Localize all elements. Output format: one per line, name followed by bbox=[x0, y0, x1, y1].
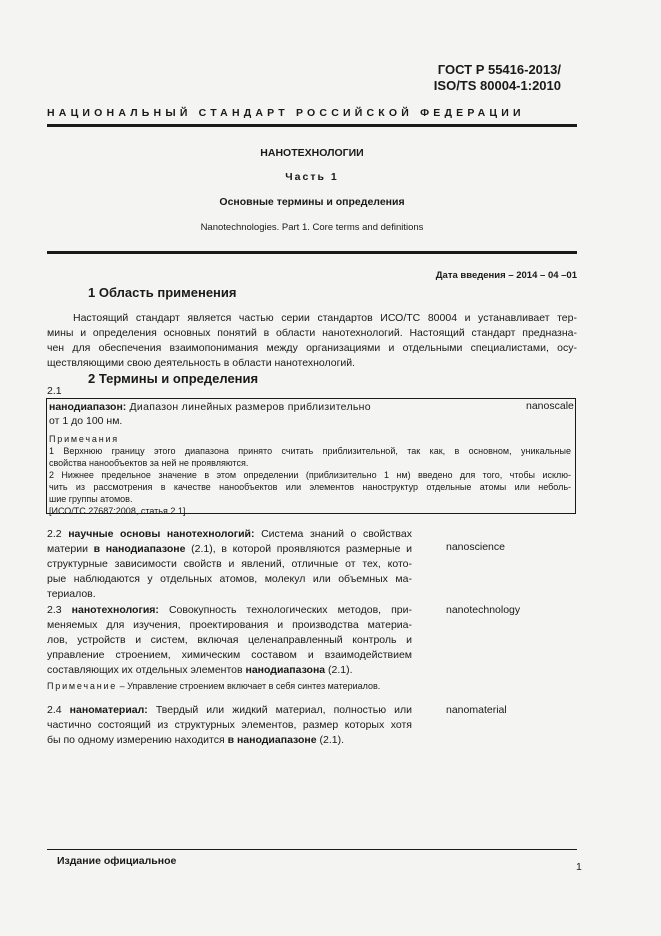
term-2-3 bbox=[47, 603, 412, 678]
term-number: 2.3 bbox=[47, 604, 62, 616]
note-line: свойства нанообъектов за ней не проявляются. bbox=[49, 458, 249, 468]
definition-text: Диапазон линейных размеров приблизительно bbox=[126, 401, 371, 413]
paragraph-line: чен для обеспечения взаимопонимания между организациями и отдельными специалистами, осу- bbox=[47, 342, 577, 354]
term-name: нанотехнология: bbox=[71, 604, 159, 616]
term-notes bbox=[49, 433, 571, 517]
term-box bbox=[46, 398, 576, 514]
term-number: 2.4 bbox=[47, 704, 62, 716]
introduction-date: Дата введения – 2014 – 04 –01 bbox=[435, 270, 577, 281]
term-2-2 bbox=[47, 527, 412, 602]
english-term: nanomaterial bbox=[446, 704, 507, 716]
official-edition: Издание официальное bbox=[57, 855, 177, 867]
section-2-heading: 2 Термины и определения bbox=[88, 371, 259, 386]
definition-text: териалов. bbox=[47, 588, 96, 600]
header-divider bbox=[47, 124, 577, 127]
part-label: Часть 1 bbox=[285, 171, 339, 183]
standard-code: ГОСТ Р 55416-2013/ bbox=[437, 62, 561, 77]
definition-text: материи bbox=[47, 543, 94, 555]
definition-text: (2.1). bbox=[316, 734, 345, 746]
definition-text: управление строением, химическим составом и взаимодействием bbox=[47, 649, 412, 661]
definition-text: Система знаний о свойствах bbox=[254, 528, 412, 540]
definition-text: лов, устройств и систем, включая целенаправленный контроль и bbox=[47, 634, 412, 646]
source-reference: [ИСО/ТС 27687:2008, статья 2.1] bbox=[49, 506, 186, 516]
document-title: НАНОТЕХНОЛОГИИ bbox=[260, 147, 364, 159]
definition-text: бы по одному измерению находится bbox=[47, 734, 228, 746]
term-definition bbox=[49, 400, 399, 428]
section-1-heading: 1 Область применения bbox=[88, 285, 237, 300]
paragraph-line: Настоящий стандарт является частью серии стандартов ИСО/ТС 80004 и устанавливает тер- bbox=[73, 312, 577, 324]
note-line: 2 Нижнее предельное значение в этом определении (приблизительно 1 нм) введено для того, чтобы исклю- bbox=[49, 470, 571, 480]
document-subtitle: Основные термины и определения bbox=[219, 196, 405, 208]
definition-text: структурные зависимости свойств и явлений, отличные от тех, кото- bbox=[47, 558, 412, 570]
footer-divider bbox=[47, 849, 577, 850]
definition-text: рые наблюдаются у отдельных атомов, молекул или объемных ма- bbox=[47, 573, 412, 585]
notes-title: Примечания bbox=[49, 434, 119, 444]
definition-text: (2.1). bbox=[325, 664, 353, 676]
definition-text: от 1 до 100 нм. bbox=[49, 415, 123, 427]
national-standard-banner: НАЦИОНАЛЬНЫЙ СТАНДАРТ РОССИЙСКОЙ ФЕДЕРАЦИИ bbox=[47, 107, 525, 119]
english-term: nanotechnology bbox=[446, 604, 521, 616]
title-divider bbox=[47, 251, 577, 254]
note-line: чить из рассмотрения в качестве нанообъектов или элементов наноструктур отдельные атомы или неболь- bbox=[49, 482, 571, 492]
english-term: nanoscale bbox=[526, 400, 574, 412]
note-line: 1 Верхнюю границу этого диапазона принято считать приблизительной, так как, в основном, уникальные bbox=[49, 446, 571, 456]
term-name: нанодиапазон: bbox=[49, 401, 127, 413]
term-reference: нанодиапазона bbox=[245, 664, 326, 676]
term-2-4 bbox=[47, 703, 412, 748]
english-term: nanoscience bbox=[446, 541, 505, 553]
english-title: Nanotechnologies. Part 1. Core terms and definitions bbox=[200, 222, 424, 233]
iso-code: ISO/TS 80004-1:2010 bbox=[433, 78, 561, 93]
definition-text: меняемых для изучения, проектирования и производства материа- bbox=[47, 619, 412, 631]
definition-text: Совокупность технологических методов, при- bbox=[158, 604, 412, 616]
definition-text: частично состоящий из структурных элементов, размер которых хотя bbox=[47, 719, 412, 731]
section-1-paragraph bbox=[47, 311, 577, 371]
paragraph-line: ществляющими свою деятельность в области нанотехнологий. bbox=[47, 357, 356, 369]
term-reference: в нанодиапазоне bbox=[93, 543, 186, 555]
page-number: 1 bbox=[576, 861, 582, 873]
term-note bbox=[47, 680, 380, 692]
term-number: 2.2 bbox=[47, 528, 62, 540]
definition-text: (2.1), в которой проявляются размерные и bbox=[185, 543, 412, 555]
term-name: наноматериал: bbox=[69, 704, 148, 716]
note-text: – Управление строением включает в себя синтез материалов. bbox=[117, 681, 381, 691]
term-number: 2.1 bbox=[47, 385, 62, 397]
definition-text: составляющих их отдельных элементов bbox=[47, 664, 246, 676]
term-reference: в нанодиапазоне bbox=[227, 734, 317, 746]
term-name: научные основы нанотехнологий: bbox=[68, 528, 255, 540]
standard-designation bbox=[434, 62, 561, 94]
note-label: Примечание bbox=[47, 681, 118, 691]
paragraph-line: мины и определения основных понятий в области нанотехнологий. Настоящий стандарт предназна- bbox=[47, 327, 577, 339]
definition-text: Твердый или жидкий материал, полностью или bbox=[147, 704, 412, 716]
note-line: шие группы атомов. bbox=[49, 494, 133, 504]
